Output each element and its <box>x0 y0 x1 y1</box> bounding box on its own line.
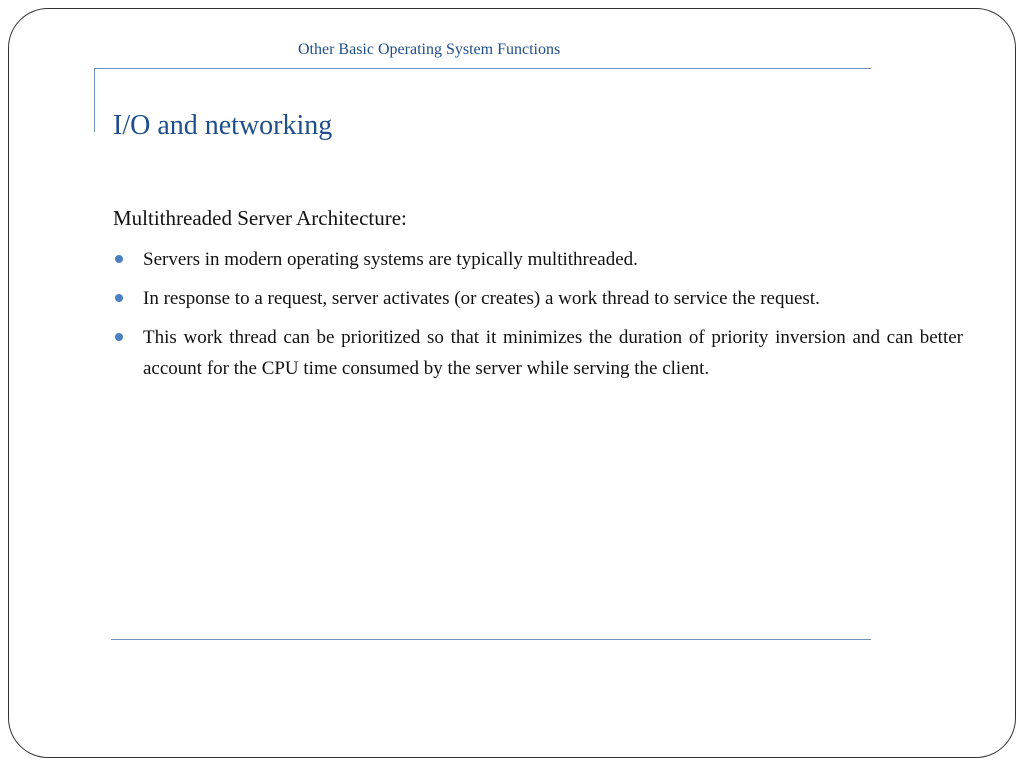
bullet-item <box>113 244 963 275</box>
left-divider <box>94 68 95 132</box>
section-subheading: Multithreaded Server Architecture: <box>113 206 407 230</box>
bullet-item <box>113 283 963 314</box>
bullet-text: Servers in modern operating systems are typically multithreaded. <box>143 249 638 270</box>
bullet-dot-icon <box>115 255 123 263</box>
bullet-dot-icon <box>115 333 123 341</box>
running-header: Other Basic Operating System Functions <box>298 41 561 58</box>
bullet-dot-icon <box>115 294 123 302</box>
slide-content <box>113 202 963 392</box>
top-divider <box>94 68 871 69</box>
bullet-list <box>113 244 963 384</box>
bullet-text: This work thread can be prioritized so that it minimizes the duration of priority inversion and can better account for the CPU time consumed by the server while serving the client. <box>143 327 963 379</box>
slide-title: I/O and networking <box>113 110 333 141</box>
bullet-text: In response to a request, server activates (or creates) a work thread to service the request. <box>143 288 820 309</box>
bottom-divider <box>111 639 871 640</box>
bullet-item <box>113 322 963 384</box>
